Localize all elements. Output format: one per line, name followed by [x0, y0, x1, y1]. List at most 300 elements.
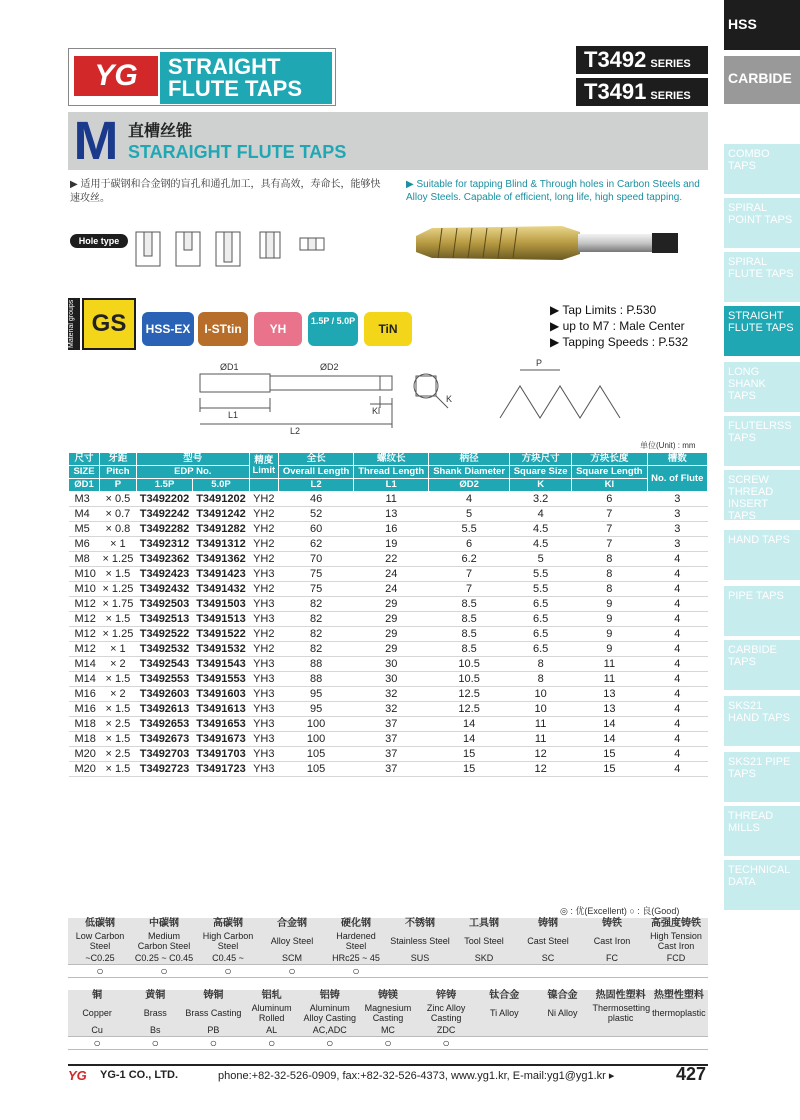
description-en: ▶ Suitable for tapping Blind & Through holes in Carbon Steels and Alloy Steels. Capable of efficient, long life, high speed tapping. — [406, 179, 700, 203]
tab-spiral-point-taps[interactable]: SPIRAL POINT TAPS — [724, 198, 800, 248]
table-cell: 32 — [354, 702, 429, 717]
tab-sks21-hand-taps[interactable]: SKS21 HAND TAPS — [724, 696, 800, 746]
table-cell: 4 — [647, 687, 707, 702]
material-cell: 热塑性塑料 — [650, 990, 708, 1002]
material-cell: 铸铜 — [184, 990, 242, 1002]
material-row-cn — [68, 990, 708, 1002]
table-cell: 12.5 — [429, 702, 510, 717]
table-cell: 7 — [429, 567, 510, 582]
material-cell: Medium Carbon Steel — [132, 930, 196, 952]
table-cell: × 1.5 — [100, 567, 137, 582]
table-cell: 4 — [647, 747, 707, 762]
material-cell: Ti Alloy — [475, 1002, 533, 1024]
th-shank-cn: 柄径 — [429, 453, 510, 466]
table-cell: YH3 — [249, 672, 278, 687]
series-suffix: SERIES — [650, 90, 691, 102]
th-sym: 1.5P — [136, 479, 192, 492]
hole-type-label: Hole type — [70, 234, 128, 248]
description-cn: ▶ 适用于碳钢和合金钢的盲孔和通孔加工，具有高效，寿命长，能够快速攻丝。 — [70, 179, 381, 204]
table-cell: 32 — [354, 687, 429, 702]
tap-dimension-drawing — [180, 356, 640, 436]
table-row — [69, 762, 708, 777]
material-cell — [650, 1024, 708, 1037]
material-cell: ○ — [324, 965, 388, 978]
table-cell: T3491522 — [193, 627, 249, 642]
th-sym: L2 — [278, 479, 353, 492]
material-cell — [533, 1037, 591, 1050]
material-cell: 铸铁 — [580, 918, 644, 930]
material-cell: Thermosetting plastic — [592, 1003, 651, 1023]
table-cell: 29 — [354, 642, 429, 657]
table-cell: 8 — [572, 582, 647, 597]
footer-company: YG-1 CO., LTD. — [100, 1069, 179, 1081]
material-cell: FC — [580, 952, 644, 965]
table-cell: 6.5 — [510, 627, 572, 642]
table-cell: 29 — [354, 612, 429, 627]
material-cell — [650, 1037, 708, 1050]
table-cell: 6.5 — [510, 642, 572, 657]
material-cell — [533, 1024, 591, 1037]
material-cell: SUS — [388, 952, 452, 965]
kl-label: Kl — [372, 406, 381, 416]
tab-technical-data[interactable]: TECHNICAL DATA — [724, 860, 800, 910]
material-cell: Tool Steel — [452, 930, 516, 952]
material-cell — [644, 965, 708, 978]
table-cell: T3491543 — [193, 657, 249, 672]
table-cell: T3492362 — [136, 552, 192, 567]
table-cell: 8 — [572, 552, 647, 567]
table-cell: 3 — [647, 522, 707, 537]
table-cell: T3491703 — [193, 747, 249, 762]
table-cell: T3491503 — [193, 597, 249, 612]
table-cell: T3492522 — [136, 627, 192, 642]
section-title-cn: 直槽丝锥 — [128, 123, 193, 140]
material-cell: MC — [359, 1024, 417, 1037]
table-cell: 46 — [278, 492, 353, 507]
table-cell: 4 — [647, 597, 707, 612]
table-cell: 8 — [510, 672, 572, 687]
tab-spiral-flute-taps[interactable]: SPIRAL FLUTE TAPS — [724, 252, 800, 302]
table-cell: T3491603 — [193, 687, 249, 702]
table-cell: 4 — [647, 567, 707, 582]
tab-screw-thread-insert-taps[interactable]: SCREW THREAD INSERT TAPS — [724, 470, 800, 520]
table-cell: T3492543 — [136, 657, 192, 672]
material-row-en — [68, 1002, 708, 1024]
table-row — [69, 582, 708, 597]
table-cell: 6.5 — [510, 597, 572, 612]
material-cell: ○ — [184, 1037, 242, 1050]
table-row — [69, 687, 708, 702]
hole-icon — [300, 238, 324, 250]
tab-thread-mills[interactable]: THREAD MILLS — [724, 806, 800, 856]
table-cell: T3492613 — [136, 702, 192, 717]
table-cell: 82 — [278, 612, 353, 627]
table-cell: 95 — [278, 702, 353, 717]
table-cell: 4 — [647, 657, 707, 672]
badge-chamfer — [308, 312, 358, 346]
table-cell: T3492703 — [136, 747, 192, 762]
table-cell: YH3 — [249, 762, 278, 777]
th-sym: K — [510, 479, 572, 492]
d2-label: ØD2 — [320, 362, 339, 372]
th-sym: ØD1 — [69, 479, 100, 492]
table-cell: 88 — [278, 672, 353, 687]
table-cell: × 2 — [100, 657, 137, 672]
th-edp-cn: 型号 — [136, 453, 249, 466]
table-cell: 37 — [354, 732, 429, 747]
material-cell: SC — [516, 952, 580, 965]
table-cell: 37 — [354, 747, 429, 762]
th-sym: ØD2 — [429, 479, 510, 492]
tab-hss[interactable]: HSS — [724, 0, 800, 50]
table-cell: 4.5 — [510, 537, 572, 552]
table-cell: × 1.5 — [100, 732, 137, 747]
table-row — [69, 597, 708, 612]
hole-icon — [176, 232, 200, 266]
table-cell: T3492532 — [136, 642, 192, 657]
tab-sks21-pipe-taps[interactable]: SKS21 PIPE TAPS — [724, 752, 800, 802]
table-cell: 7 — [572, 507, 647, 522]
tab-flutelrss-taps[interactable]: FLUTELRSS TAPS — [724, 416, 800, 466]
material-cell: 铸钢 — [516, 918, 580, 930]
material-groups-label: Material groups — [68, 298, 80, 350]
table-cell: YH2 — [249, 507, 278, 522]
th-size-cn: 尺寸 — [69, 453, 100, 466]
material-row-en — [68, 930, 708, 952]
table-cell: × 0.5 — [100, 492, 137, 507]
k-label: K — [446, 394, 453, 404]
material-cell: ○ — [301, 1037, 359, 1050]
series-code: T3491 — [584, 79, 647, 104]
material-cell — [592, 1037, 650, 1050]
table-cell: YH2 — [249, 582, 278, 597]
material-cell: Zinc Alloy Casting — [417, 1002, 475, 1024]
material-cell: Stainless Steel — [388, 930, 452, 952]
table-cell: T3492653 — [136, 717, 192, 732]
table-cell: 13 — [354, 507, 429, 522]
table-cell: M3 — [69, 492, 100, 507]
material-cell: ○ — [243, 1037, 301, 1050]
material-cell — [452, 965, 516, 978]
table-cell: 9 — [572, 627, 647, 642]
table-row — [69, 702, 708, 717]
material-cell: 不锈钢 — [388, 918, 452, 930]
th-thread-en: Thread Length — [354, 466, 429, 479]
hole-type-icons — [132, 230, 332, 270]
table-cell: T3491432 — [193, 582, 249, 597]
series-suffix: SERIES — [650, 58, 691, 70]
table-cell: M18 — [69, 717, 100, 732]
material-cell: High Tension Cast Iron — [644, 930, 708, 952]
material-cell: Brass Casting — [184, 1002, 242, 1024]
table-cell: YH2 — [249, 552, 278, 567]
material-table-steel — [68, 918, 708, 978]
material-cell — [580, 965, 644, 978]
tab-carbide-taps[interactable]: CARBIDE TAPS — [724, 640, 800, 690]
table-cell: 8 — [510, 657, 572, 672]
material-cell: ○ — [417, 1037, 475, 1050]
table-cell: M14 — [69, 657, 100, 672]
table-cell: 10.5 — [429, 657, 510, 672]
table-cell: 6.5 — [510, 612, 572, 627]
table-cell: 9 — [572, 612, 647, 627]
footer-logo: YG — [68, 1068, 87, 1083]
th-overall-cn: 全长 — [278, 453, 353, 466]
table-cell: 6.2 — [429, 552, 510, 567]
material-row-marks — [68, 1037, 708, 1050]
table-cell: T3492723 — [136, 762, 192, 777]
table-row — [69, 717, 708, 732]
th-sym: P — [100, 479, 137, 492]
table-cell: T3492423 — [136, 567, 192, 582]
table-cell: × 0.8 — [100, 522, 137, 537]
table-row — [69, 552, 708, 567]
table-cell: 105 — [278, 762, 353, 777]
table-cell: 60 — [278, 522, 353, 537]
material-cell: ○ — [260, 965, 324, 978]
table-row — [69, 522, 708, 537]
table-cell: M18 — [69, 732, 100, 747]
table-cell: 4 — [429, 492, 510, 507]
material-cell: AC,ADC — [301, 1024, 359, 1037]
table-cell: × 2.5 — [100, 747, 137, 762]
th-square-length-cn: 方块长度 — [572, 453, 647, 466]
th-limit-en: Limit — [252, 464, 276, 476]
table-row — [69, 567, 708, 582]
table-cell: 9 — [572, 642, 647, 657]
material-row-cn — [68, 918, 708, 930]
table-cell: 7 — [572, 522, 647, 537]
table-cell: YH2 — [249, 492, 278, 507]
l2-label: L2 — [290, 426, 301, 436]
material-cell: 硬化钢 — [324, 918, 388, 930]
table-cell: 11 — [354, 492, 429, 507]
material-cell: 高强度铸铁 — [644, 918, 708, 930]
table-cell: YH3 — [249, 657, 278, 672]
table-cell: 4.5 — [510, 522, 572, 537]
table-cell: M6 — [69, 537, 100, 552]
table-cell: 24 — [354, 567, 429, 582]
table-cell: T3492503 — [136, 597, 192, 612]
table-cell: 30 — [354, 672, 429, 687]
material-cell — [388, 965, 452, 978]
table-cell: YH3 — [249, 717, 278, 732]
table-cell: 15 — [429, 747, 510, 762]
table-cell: T3491723 — [193, 762, 249, 777]
table-cell: YH3 — [249, 747, 278, 762]
material-cell: 铜 — [68, 990, 126, 1002]
tap-image — [412, 214, 684, 274]
material-cell: Alloy Steel — [260, 930, 324, 952]
table-cell: 100 — [278, 732, 353, 747]
table-cell: 13 — [572, 687, 647, 702]
male-center-text: ▶ up to M7 : Male Center — [550, 319, 685, 333]
table-cell: 6 — [572, 492, 647, 507]
material-row-code — [68, 1024, 708, 1037]
spec-table — [68, 452, 708, 777]
table-cell: M20 — [69, 747, 100, 762]
material-cell: Bs — [126, 1024, 184, 1037]
table-cell: M12 — [69, 597, 100, 612]
table-cell: 9 — [572, 597, 647, 612]
table-cell: 5.5 — [510, 582, 572, 597]
material-cell: Ni Alloy — [533, 1002, 591, 1024]
p-label: P — [536, 358, 543, 368]
table-cell: 88 — [278, 657, 353, 672]
table-cell: M5 — [69, 522, 100, 537]
th-thread-cn: 螺纹长 — [354, 453, 429, 466]
table-cell: YH2 — [249, 522, 278, 537]
tab-long-shank-taps[interactable]: LONG SHANK TAPS — [724, 362, 800, 412]
table-cell: T3491202 — [193, 492, 249, 507]
table-cell: T3491673 — [193, 732, 249, 747]
material-cell: PB — [184, 1024, 242, 1037]
table-cell: T3492673 — [136, 732, 192, 747]
table-cell: 8.5 — [429, 597, 510, 612]
table-cell: × 1.5 — [100, 762, 137, 777]
table-cell: 75 — [278, 567, 353, 582]
table-cell: × 2 — [100, 687, 137, 702]
table-cell: 82 — [278, 642, 353, 657]
badge-hss-ex: HSS-EX — [142, 312, 194, 346]
table-cell: 19 — [354, 537, 429, 552]
table-cell: YH3 — [249, 597, 278, 612]
th-square-size-cn: 方块尺寸 — [510, 453, 572, 466]
material-cell: ○ — [196, 965, 260, 978]
material-cell: High Carbon Steel — [196, 930, 260, 952]
th-sym: L1 — [354, 479, 429, 492]
table-cell: YH2 — [249, 537, 278, 552]
material-cell — [475, 1024, 533, 1037]
table-cell: M16 — [69, 687, 100, 702]
table-cell: M12 — [69, 612, 100, 627]
table-cell: T3492553 — [136, 672, 192, 687]
table-row — [69, 507, 708, 522]
table-cell: 100 — [278, 717, 353, 732]
th-overall-en: Overall Length — [278, 466, 353, 479]
tab-hand-taps[interactable]: HAND TAPS — [724, 530, 800, 580]
material-cell: 低碳钢 — [68, 918, 132, 930]
th-sym: Kl — [572, 479, 647, 492]
material-cell: ○ — [68, 1037, 126, 1050]
material-cell: 中碳钢 — [132, 918, 196, 930]
table-cell: 12.5 — [429, 687, 510, 702]
table-cell: YH2 — [249, 642, 278, 657]
th-square-size-en: Square Size — [510, 466, 572, 479]
material-cell: Aluminum Rolled — [243, 1002, 301, 1024]
material-cell: Magnesium Casting — [359, 1002, 417, 1024]
th-limit-cn — [249, 453, 278, 479]
table-cell: 4 — [647, 672, 707, 687]
table-cell: 16 — [354, 522, 429, 537]
table-cell: 62 — [278, 537, 353, 552]
table-cell: YH3 — [249, 612, 278, 627]
tab-combo-taps[interactable]: COMBO TAPS — [724, 144, 800, 194]
table-cell: × 1.25 — [100, 627, 137, 642]
table-cell: YH3 — [249, 732, 278, 747]
table-cell: 37 — [354, 762, 429, 777]
table-cell: 10.5 — [429, 672, 510, 687]
table-cell: T3491513 — [193, 612, 249, 627]
material-table-nonferrous — [68, 990, 708, 1050]
material-cell: 工具钢 — [452, 918, 516, 930]
material-cell: Aluminum Alloy Casting — [301, 1002, 359, 1024]
table-row — [69, 672, 708, 687]
th-shank-en: Shank Diameter — [429, 466, 510, 479]
table-cell: 8.5 — [429, 627, 510, 642]
table-cell: 3 — [647, 492, 707, 507]
table-cell: 82 — [278, 627, 353, 642]
material-cell: ○ — [359, 1037, 417, 1050]
th-size-en: SIZE — [69, 466, 100, 479]
title-line1: STRAIGHT — [168, 54, 281, 79]
table-cell: 11 — [572, 672, 647, 687]
unit-label: 单位(Unit) : mm — [640, 441, 696, 450]
table-row — [69, 642, 708, 657]
table-row — [69, 657, 708, 672]
material-cell: ZDC — [417, 1024, 475, 1037]
table-cell: T3492432 — [136, 582, 192, 597]
spec-table-body — [69, 492, 708, 777]
tap-limits-text: ▶ Tap Limits : P.530 — [550, 303, 657, 317]
material-cell: 钛合金 — [475, 990, 533, 1002]
table-cell: 12 — [510, 762, 572, 777]
table-cell: T3491532 — [193, 642, 249, 657]
material-cell: SKD — [452, 952, 516, 965]
table-cell: 13 — [572, 702, 647, 717]
table-cell: 4 — [647, 552, 707, 567]
product-title — [160, 52, 332, 104]
table-cell: T3492513 — [136, 612, 192, 627]
table-cell: × 2.5 — [100, 717, 137, 732]
material-cell: ○ — [132, 965, 196, 978]
material-cell: 铝铸 — [301, 990, 359, 1002]
table-cell: 82 — [278, 597, 353, 612]
material-cell: 黄铜 — [126, 990, 184, 1002]
table-cell: × 1.5 — [100, 702, 137, 717]
title-line2: FLUTE TAPS — [168, 76, 303, 101]
table-row — [69, 612, 708, 627]
table-cell: 7 — [429, 582, 510, 597]
tab-straight-flute-taps[interactable]: STRAIGHT FLUTE TAPS — [724, 306, 800, 356]
tab-pipe-taps[interactable]: PIPE TAPS — [724, 586, 800, 636]
material-cell: 铝轧 — [243, 990, 301, 1002]
d1-label: ØD1 — [220, 362, 239, 372]
th-limit-cn-text: 精度 — [254, 454, 274, 466]
table-cell: 14 — [429, 732, 510, 747]
material-cell: ○ — [126, 1037, 184, 1050]
material-cell: 镍合金 — [533, 990, 591, 1002]
table-cell: 5.5 — [429, 522, 510, 537]
table-cell: 11 — [510, 732, 572, 747]
tab-carbide[interactable]: CARBIDE — [724, 56, 800, 104]
series-badge-2 — [576, 78, 708, 106]
series-badge-1 — [576, 46, 708, 74]
table-cell: 22 — [354, 552, 429, 567]
section-letter: M — [73, 111, 119, 171]
hole-icon — [136, 232, 160, 266]
table-cell: T3492242 — [136, 507, 192, 522]
material-cell: ○ — [68, 965, 132, 978]
table-row — [69, 732, 708, 747]
table-cell: 4 — [647, 612, 707, 627]
material-cell: Cast Iron — [580, 930, 644, 952]
th-flute-cn: 槽数 — [647, 453, 707, 466]
table-cell: 52 — [278, 507, 353, 522]
material-row-code — [68, 952, 708, 965]
table-cell: T3491312 — [193, 537, 249, 552]
table-cell: 4 — [647, 627, 707, 642]
